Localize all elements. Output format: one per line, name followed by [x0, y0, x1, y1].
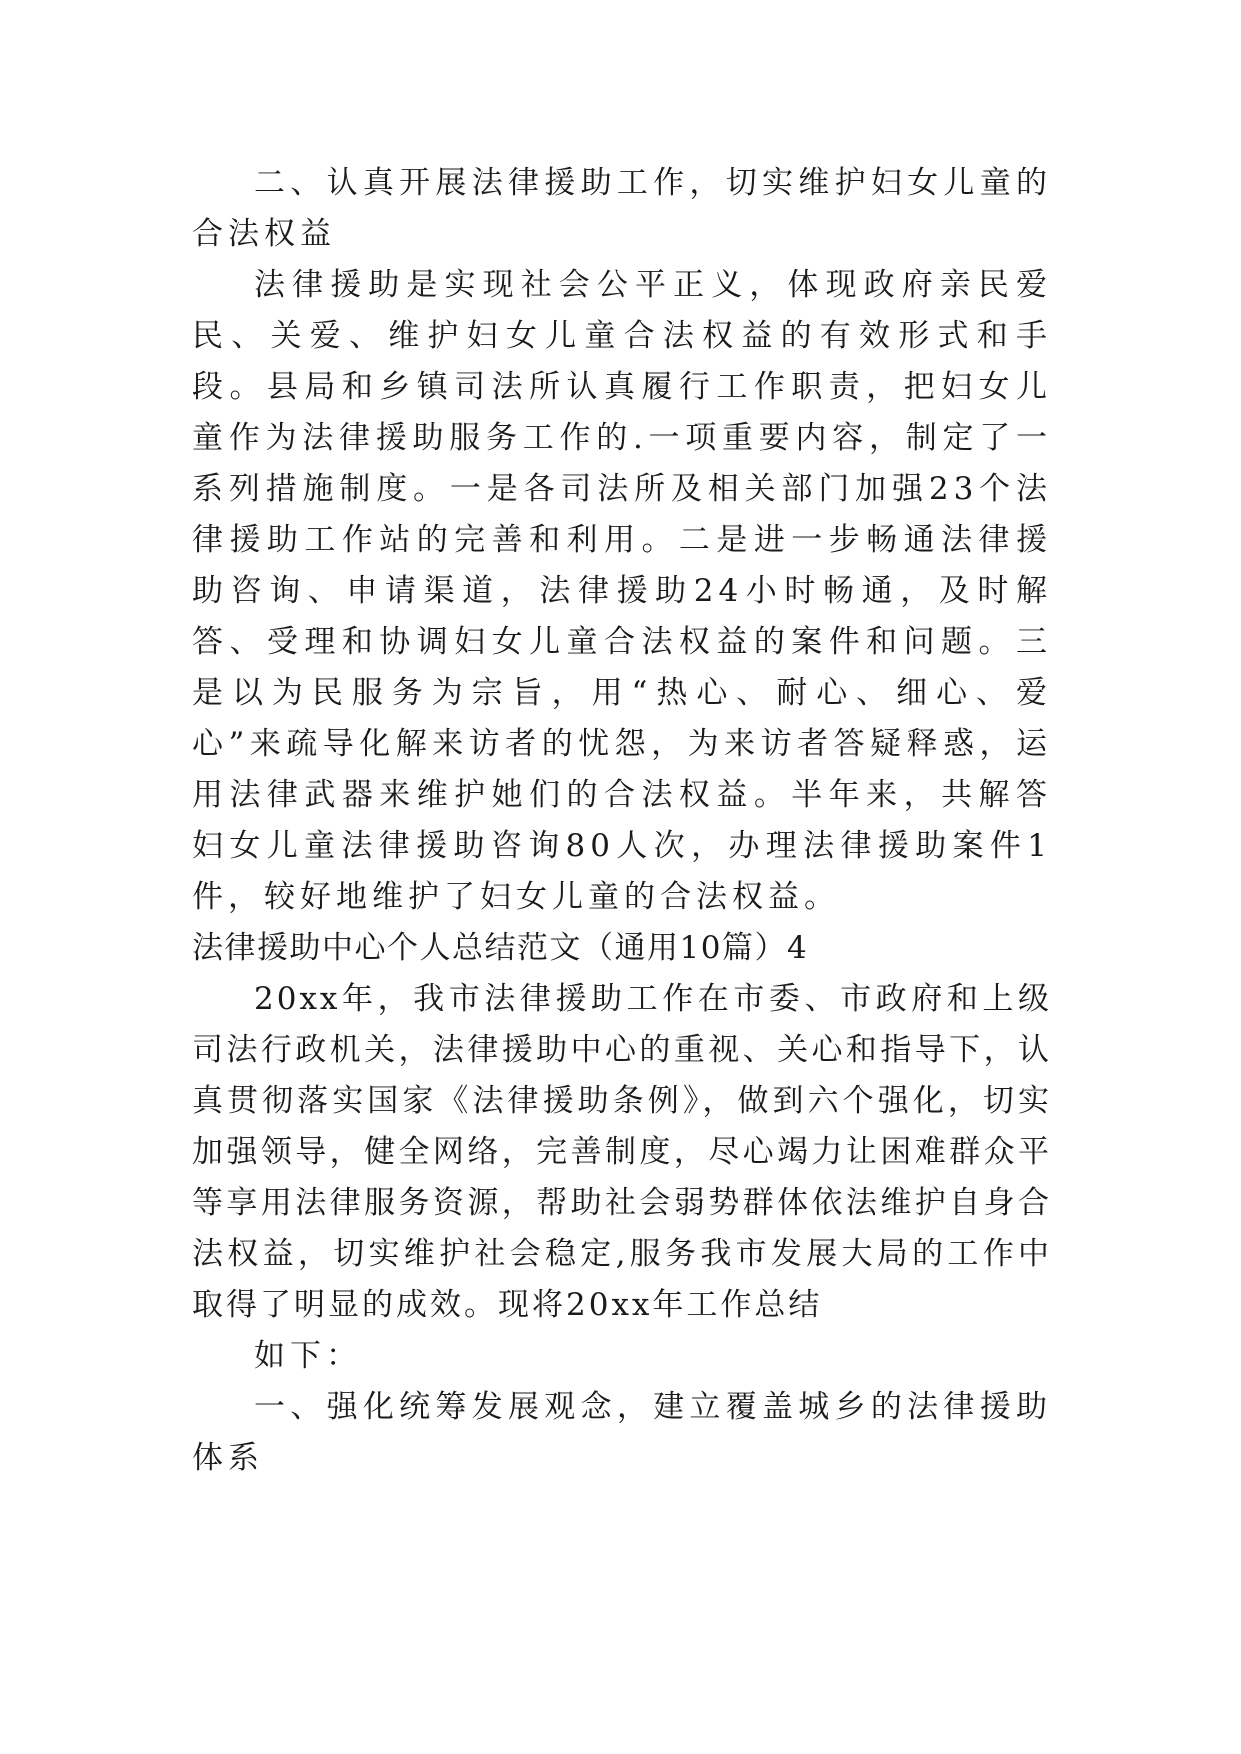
section-title-two: 二、认真开展法律援助工作，切实维护妇女儿童的合法权益 [192, 165, 1052, 252]
paragraph-legal-aid: 法律援助是实现社会公平正义，体现政府亲民爱民、关爱、维护妇女儿童合法权益的有效形式和手段。县局和乡镇司法所认真履行工作职责，把妇女儿童作为法律援助服务工作的.一项重要内容，制定了一系列措施制度。一是各司法所及相关部门加强23个法律援助工作站的完善和利用。二是进一步畅通法律援助咨询、申请渠道，法律援助24小时畅通，及时解答、受理和协调妇女儿童合法权益的案件和问题。三是以为民服务为宗旨，用“热心、耐心、细心、爱心”来疏导化解来访者的忧怨，为来访者答疑释惑，运用法律武器来维护她们的合法权益。半年来，共解答妇女儿童法律援助咨询80人次，办理法律援助案件1件，较好地维护了妇女儿童的合法权益。 [192, 267, 1052, 915]
paragraph-annual-summary: 20xx年，我市法律援助工作在市委、市政府和上级司法行政机关，法律援助中心的重视、关心和指导下，认真贯彻落实国家《法律援助条例》，做到六个强化，切实加强领导，健全网络，完善制度，尽心竭力让困难群众平等享用法律服务资源，帮助社会弱势群体依法维护自身合法权益，切实维护社会稳定,服务我市发展大局的工作中取得了明显的成效。现将20xx年工作总结 [192, 981, 1052, 1323]
section-title-one: 一、强化统筹发展观念，建立覆盖城乡的法律援助体系 [192, 1389, 1052, 1476]
paragraph-as-follows: 如下： [254, 1338, 362, 1374]
article-heading: 法律援助中心个人总结范文（通用10篇）4 [192, 930, 809, 966]
document-body [192, 158, 1052, 1484]
